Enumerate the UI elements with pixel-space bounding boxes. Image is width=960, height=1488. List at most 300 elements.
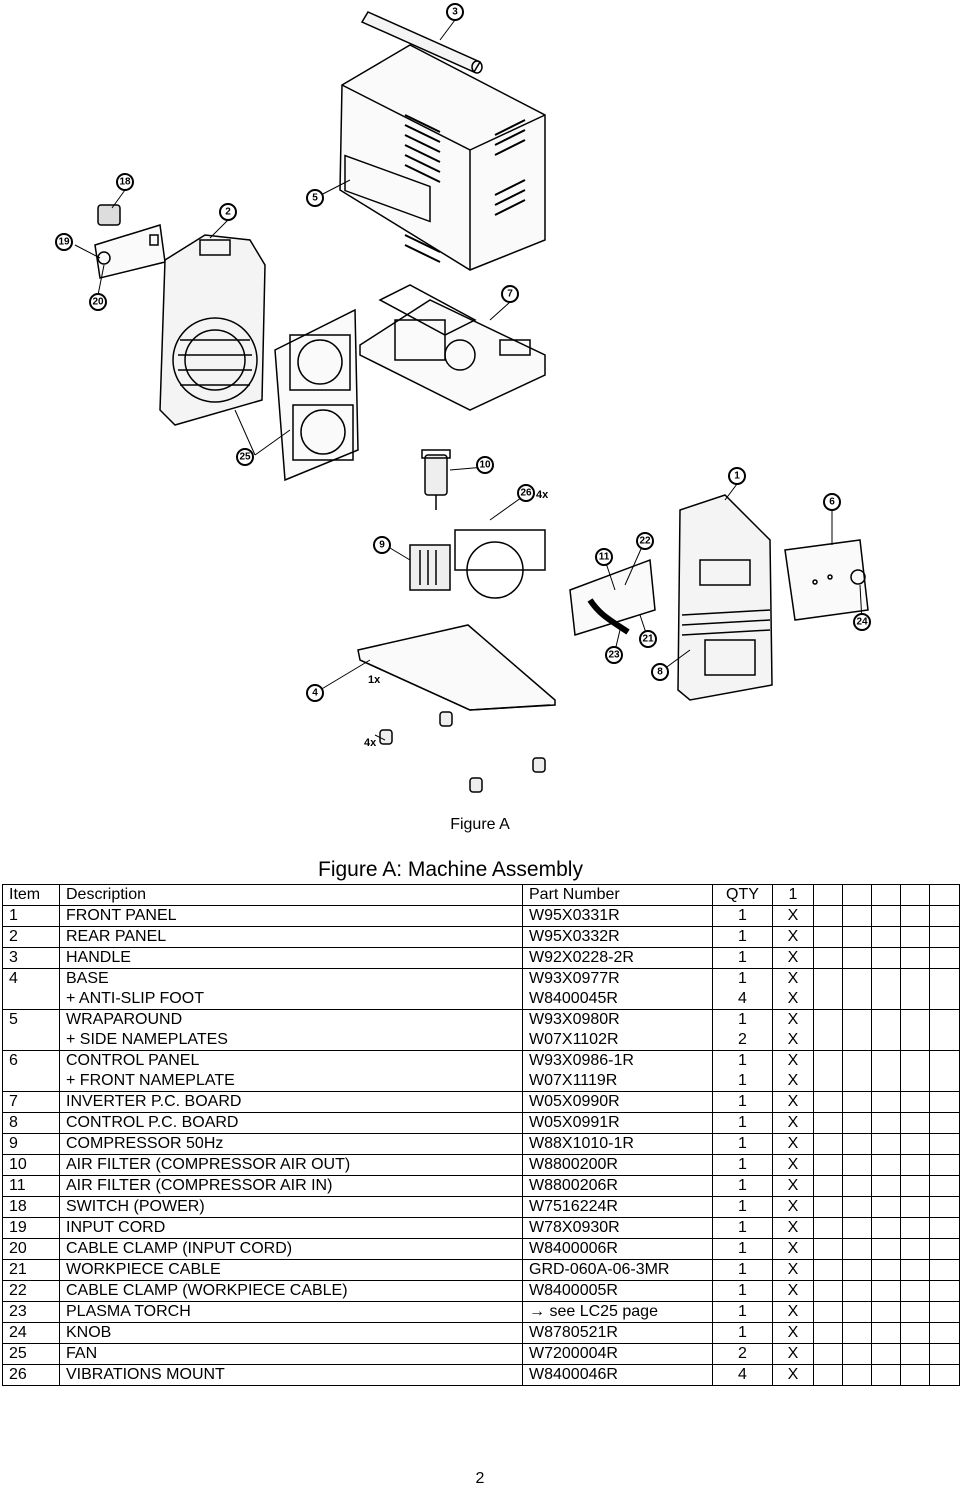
qty-cell-line: 1 (738, 1177, 747, 1194)
table-row (3, 1051, 960, 1092)
empty-cell (930, 1113, 960, 1134)
description-cell-line: AIR FILTER (COMPRESSOR AIR IN) (66, 1177, 333, 1194)
callout-18 (117, 174, 133, 190)
col-1-cell-line: X (787, 1135, 799, 1152)
empty-cell (872, 1365, 901, 1386)
table-row (3, 1323, 960, 1344)
qty-cell-line: 1 (738, 1219, 747, 1236)
empty-cell (901, 1134, 930, 1155)
empty-cell (814, 969, 843, 1010)
col-1-cell-line: X (787, 1114, 799, 1131)
empty-cell (814, 1134, 843, 1155)
part-number-cell-line: W8400006R (529, 1240, 618, 1257)
table-row (3, 927, 960, 948)
description-cell-line: + FRONT NAMEPLATE (66, 1072, 235, 1089)
part-number-cell-line: W88X1010-1R (529, 1135, 634, 1152)
control-board-part (570, 560, 655, 635)
item-cell (3, 906, 60, 927)
empty-cell (872, 1155, 901, 1176)
part-number-cell-line: W7516224R (529, 1198, 618, 1215)
svg-text:22: 22 (639, 535, 651, 547)
part-number-cell (523, 1344, 713, 1365)
qty-cell (713, 1344, 773, 1365)
qty-cell (713, 927, 773, 948)
part-number-cell (523, 906, 713, 927)
empty-cell (872, 1239, 901, 1260)
callout-6 (824, 494, 840, 510)
empty-cell (901, 969, 930, 1010)
item-number: 3 (9, 949, 18, 966)
empty-cell (901, 1010, 930, 1051)
empty-cell (872, 927, 901, 948)
qty-cell (713, 1281, 773, 1302)
item-number: 7 (9, 1093, 18, 1110)
empty-cell (872, 1051, 901, 1092)
empty-cell (930, 1176, 960, 1197)
table-row (3, 1113, 960, 1134)
qty-cell-line: 1 (738, 1282, 747, 1299)
empty-cell (901, 906, 930, 927)
part-number-cell (523, 1134, 713, 1155)
svg-text:1: 1 (734, 470, 740, 482)
empty-cell (901, 1323, 930, 1344)
empty-cell (901, 1176, 930, 1197)
empty-cell (930, 1302, 960, 1323)
empty-cell (814, 1260, 843, 1281)
part-number-cell (523, 1260, 713, 1281)
description-cell (60, 1218, 523, 1239)
item-number: 5 (9, 1011, 18, 1028)
table-row (3, 1365, 960, 1386)
callout-22 (637, 533, 653, 549)
header-description: Description (60, 885, 523, 906)
control-plate-part (785, 540, 868, 620)
svg-text:25: 25 (239, 451, 251, 463)
header-part-number: Part Number (523, 885, 713, 906)
empty-cell (872, 1197, 901, 1218)
table-row (3, 1010, 960, 1051)
callout-25 (237, 449, 253, 465)
part-number-cell (523, 1155, 713, 1176)
empty-cell (872, 1344, 901, 1365)
qty-cell-line: 1 (738, 970, 747, 987)
col-1-cell (773, 1218, 814, 1239)
svg-text:5: 5 (312, 192, 318, 204)
callout-11 (596, 549, 612, 565)
col-1-cell (773, 1113, 814, 1134)
item-cell (3, 1051, 60, 1092)
empty-cell (901, 1260, 930, 1281)
empty-cell (872, 1113, 901, 1134)
callout-20 (90, 294, 106, 310)
table-title: Figure A: Machine Assembly (318, 858, 583, 881)
qty-cell-line: 1 (738, 928, 747, 945)
part-number-cell (523, 1365, 713, 1386)
air-filter-part (422, 450, 450, 510)
part-number-cell-line: W7200004R (529, 1345, 618, 1362)
col-1-cell-line: X (787, 970, 799, 987)
part-number-cell (523, 1113, 713, 1134)
item-cell (3, 1323, 60, 1344)
col-1-cell (773, 927, 814, 948)
part-number-cell-line: W8800206R (529, 1177, 618, 1194)
empty-cell (930, 906, 960, 927)
col-1-cell-line: X (787, 1072, 799, 1089)
empty-cell (843, 969, 872, 1010)
item-number: 1 (9, 907, 18, 924)
empty-cell (901, 1155, 930, 1176)
part-number-cell-line: → see LC25 page (529, 1303, 658, 1320)
description-cell (60, 1092, 523, 1113)
empty-cell (814, 1218, 843, 1239)
qty-cell-line: 1 (738, 907, 747, 924)
empty-cell (814, 1051, 843, 1092)
item-cell (3, 1092, 60, 1113)
svg-text:7: 7 (507, 288, 513, 300)
part-number-cell-line: W93X0986-1R (529, 1052, 634, 1069)
col-1-cell (773, 1134, 814, 1155)
table-header-row (3, 885, 960, 906)
item-number: 4 (9, 970, 18, 987)
empty-cell (872, 1218, 901, 1239)
part-number-cell-line: W8400005R (529, 1282, 618, 1299)
description-cell-line: VIBRATIONS MOUNT (66, 1366, 225, 1383)
description-cell (60, 1344, 523, 1365)
part-number-cell-line: W93X0977R (529, 970, 620, 987)
col-1-cell-line: X (787, 1303, 799, 1320)
part-number-cell-line: W8400045R (529, 990, 618, 1007)
description-cell (60, 1155, 523, 1176)
callout-19 (56, 234, 72, 250)
description-cell (60, 1302, 523, 1323)
col-1-cell (773, 1281, 814, 1302)
part-number-cell-line: W95X0332R (529, 928, 620, 945)
callout-4 (307, 685, 323, 701)
qty-cell-line: 1 (738, 1261, 747, 1278)
qty-cell-line: 1 (738, 1156, 747, 1173)
callout-3 (447, 4, 463, 20)
svg-text:10: 10 (479, 459, 491, 471)
header-col-1: 1 (773, 885, 814, 906)
item-cell (3, 1218, 60, 1239)
qty-cell-line: 1 (738, 1114, 747, 1131)
callout-8 (652, 664, 668, 680)
empty-cell (901, 948, 930, 969)
item-cell (3, 1010, 60, 1051)
col-1-cell-line: X (787, 1093, 799, 1110)
svg-text:21: 21 (642, 633, 654, 645)
description-cell-line: COMPRESSOR 50Hz (66, 1135, 224, 1152)
empty-cell (843, 1176, 872, 1197)
rear-panel-part (160, 235, 265, 425)
col-1-cell (773, 1197, 814, 1218)
empty-cell (930, 1365, 960, 1386)
item-cell (3, 1365, 60, 1386)
item-number: 9 (9, 1135, 18, 1152)
empty-cell (814, 1365, 843, 1386)
empty-cell (843, 1344, 872, 1365)
col-1-cell (773, 1239, 814, 1260)
qty-cell (713, 1218, 773, 1239)
part-number-cell-line: W05X0990R (529, 1093, 620, 1110)
col-1-cell (773, 1176, 814, 1197)
part-number-cell (523, 1176, 713, 1197)
empty-cell (843, 1260, 872, 1281)
qty-cell (713, 1302, 773, 1323)
item-cell (3, 969, 60, 1010)
qty-cell (713, 1010, 773, 1051)
col-1-cell-line: X (787, 990, 799, 1007)
empty-cell (930, 885, 960, 906)
empty-cell (843, 906, 872, 927)
description-cell-line: FAN (66, 1345, 98, 1362)
qty-cell (713, 948, 773, 969)
fan-bracket-part (275, 310, 358, 480)
empty-cell (814, 1344, 843, 1365)
empty-cell (843, 1155, 872, 1176)
qty-cell (713, 1092, 773, 1113)
empty-cell (930, 1239, 960, 1260)
part-number-cell-line: W07X1102R (529, 1031, 619, 1048)
description-cell-line: FRONT PANEL (66, 907, 177, 924)
col-1-cell-line: X (787, 1219, 799, 1236)
empty-cell (930, 1092, 960, 1113)
col-1-cell (773, 1051, 814, 1092)
empty-cell (872, 1281, 901, 1302)
part-number-cell (523, 1323, 713, 1344)
item-number: 26 (9, 1366, 27, 1383)
description-cell-line: AIR FILTER (COMPRESSOR AIR OUT) (66, 1156, 351, 1173)
empty-cell (930, 969, 960, 1010)
empty-cell (901, 927, 930, 948)
col-1-cell (773, 1365, 814, 1386)
col-1-cell-line: X (787, 1052, 799, 1069)
empty-cell (930, 1051, 960, 1092)
qty-cell-line: 4 (738, 1366, 747, 1383)
figure-caption: Figure A (450, 816, 510, 833)
part-number-cell-line: W07X1119R (529, 1072, 618, 1089)
col-1-cell-line: X (787, 1324, 799, 1341)
callout-9 (374, 537, 390, 553)
col-1-cell-line: X (787, 928, 799, 945)
empty-cell (843, 1302, 872, 1323)
empty-cell (843, 1197, 872, 1218)
svg-text:19: 19 (58, 236, 70, 248)
table-row (3, 1134, 960, 1155)
empty-cell (872, 1134, 901, 1155)
empty-cell (843, 927, 872, 948)
col-1-cell-line: X (787, 1156, 799, 1173)
empty-cell (843, 885, 872, 906)
empty-cell (814, 1302, 843, 1323)
qty-cell (713, 1113, 773, 1134)
table-row (3, 1239, 960, 1260)
item-number: 20 (9, 1240, 27, 1257)
empty-cell (814, 1197, 843, 1218)
inverter-board-part (360, 285, 545, 410)
part-number-cell-line: W78X0930R (529, 1219, 620, 1236)
description-cell-line: HANDLE (66, 949, 131, 966)
part-number-cell (523, 948, 713, 969)
qty-cell (713, 1197, 773, 1218)
base-part (358, 625, 555, 710)
wraparound-part (340, 45, 545, 270)
description-cell (60, 1239, 523, 1260)
item-cell (3, 948, 60, 969)
qty-cell (713, 1239, 773, 1260)
table-row (3, 1176, 960, 1197)
qty-cell (713, 1176, 773, 1197)
qty-cell (713, 1155, 773, 1176)
part-number-cell (523, 1197, 713, 1218)
col-1-cell (773, 906, 814, 927)
col-1-cell (773, 1344, 814, 1365)
callout-23 (606, 647, 622, 663)
description-cell-line: + ANTI-SLIP FOOT (66, 990, 204, 1007)
empty-cell (901, 1092, 930, 1113)
item-number: 25 (9, 1345, 27, 1362)
col-1-cell (773, 1260, 814, 1281)
part-number-cell-line: W95X0331R (529, 907, 620, 924)
compressor-part (410, 530, 545, 598)
table-row (3, 1197, 960, 1218)
empty-cell (901, 1239, 930, 1260)
empty-cell (901, 1113, 930, 1134)
empty-cell (843, 1010, 872, 1051)
qty-cell (713, 1260, 773, 1281)
item-number: 6 (9, 1052, 18, 1069)
qty-note-feet: 4x (364, 737, 377, 749)
col-1-cell-line: X (787, 1240, 799, 1257)
col-1-cell (773, 1010, 814, 1051)
part-number-cell-line: W8780521R (529, 1324, 618, 1341)
col-1-cell-line: X (787, 1011, 799, 1028)
part-number-cell (523, 1092, 713, 1113)
empty-cell (814, 1239, 843, 1260)
callout-10 (477, 457, 493, 473)
svg-text:24: 24 (856, 616, 868, 628)
svg-text:2: 2 (225, 206, 231, 218)
qty-cell-line: 1 (738, 949, 747, 966)
part-number-cell-line: W8800200R (529, 1156, 618, 1173)
empty-cell (872, 1010, 901, 1051)
callout-5 (307, 190, 323, 206)
empty-cell (814, 1281, 843, 1302)
item-cell (3, 927, 60, 948)
description-cell (60, 1176, 523, 1197)
qty-cell-line: 1 (738, 1303, 747, 1320)
empty-cell (930, 948, 960, 969)
empty-cell (843, 1051, 872, 1092)
item-number: 10 (9, 1156, 27, 1173)
callout-2 (220, 204, 236, 220)
empty-cell (872, 969, 901, 1010)
empty-cell (901, 1302, 930, 1323)
item-number: 21 (9, 1261, 27, 1278)
qty-cell (713, 1051, 773, 1092)
item-cell (3, 1155, 60, 1176)
part-number-cell-line: GRD-060A-06-3MR (529, 1261, 670, 1278)
description-cell-line: INVERTER P.C. BOARD (66, 1093, 242, 1110)
col-1-cell-line: X (787, 1261, 799, 1278)
empty-cell (872, 1176, 901, 1197)
part-number-cell (523, 927, 713, 948)
parts-table (2, 884, 960, 1386)
svg-text:23: 23 (608, 649, 620, 661)
empty-cell (901, 1197, 930, 1218)
item-cell (3, 1344, 60, 1365)
svg-text:8: 8 (657, 666, 663, 678)
part-number-cell (523, 1302, 713, 1323)
item-cell (3, 1302, 60, 1323)
callout-21 (640, 631, 656, 647)
table-row (3, 1260, 960, 1281)
qty-cell-line: 2 (738, 1345, 747, 1362)
qty-note-base: 1x (368, 674, 381, 686)
empty-cell (901, 1051, 930, 1092)
description-cell-line: CABLE CLAMP (INPUT CORD) (66, 1240, 293, 1257)
empty-cell (930, 1134, 960, 1155)
item-cell (3, 1260, 60, 1281)
item-cell (3, 1239, 60, 1260)
item-cell (3, 1197, 60, 1218)
empty-cell (930, 1010, 960, 1051)
empty-cell (814, 1155, 843, 1176)
empty-cell (814, 885, 843, 906)
empty-cell (901, 885, 930, 906)
empty-cell (843, 1134, 872, 1155)
empty-cell (843, 1113, 872, 1134)
description-cell (60, 906, 523, 927)
anti-slip-feet (380, 712, 545, 792)
empty-cell (872, 948, 901, 969)
description-cell-line: CONTROL P.C. BOARD (66, 1114, 239, 1131)
description-cell (60, 1051, 523, 1092)
description-cell (60, 1134, 523, 1155)
description-cell-line: CONTROL PANEL (66, 1052, 200, 1069)
qty-note-26: 4x (536, 489, 549, 501)
description-cell-line: CABLE CLAMP (WORKPIECE CABLE) (66, 1282, 348, 1299)
qty-cell-line: 1 (738, 1324, 747, 1341)
empty-cell (930, 1260, 960, 1281)
empty-cell (814, 948, 843, 969)
description-cell (60, 969, 523, 1010)
empty-cell (843, 1281, 872, 1302)
empty-cell (930, 1323, 960, 1344)
description-cell (60, 1260, 523, 1281)
part-number-cell (523, 1239, 713, 1260)
empty-cell (901, 1281, 930, 1302)
empty-cell (930, 927, 960, 948)
item-number: 2 (9, 928, 18, 945)
part-number-cell (523, 1218, 713, 1239)
svg-text:4: 4 (312, 687, 318, 699)
description-cell-line: INPUT CORD (66, 1219, 166, 1236)
table-row (3, 948, 960, 969)
front-panel-part (678, 495, 772, 700)
col-1-cell-line: X (787, 1031, 799, 1048)
qty-cell-line: 1 (738, 1052, 747, 1069)
col-1-cell-line: X (787, 1282, 799, 1299)
empty-cell (901, 1365, 930, 1386)
part-number-cell (523, 1010, 713, 1051)
table-row (3, 969, 960, 1010)
col-1-cell-line: X (787, 1366, 799, 1383)
item-number: 8 (9, 1114, 18, 1131)
callout-26 (518, 485, 534, 501)
description-cell (60, 1197, 523, 1218)
qty-cell-line: 1 (738, 1198, 747, 1215)
